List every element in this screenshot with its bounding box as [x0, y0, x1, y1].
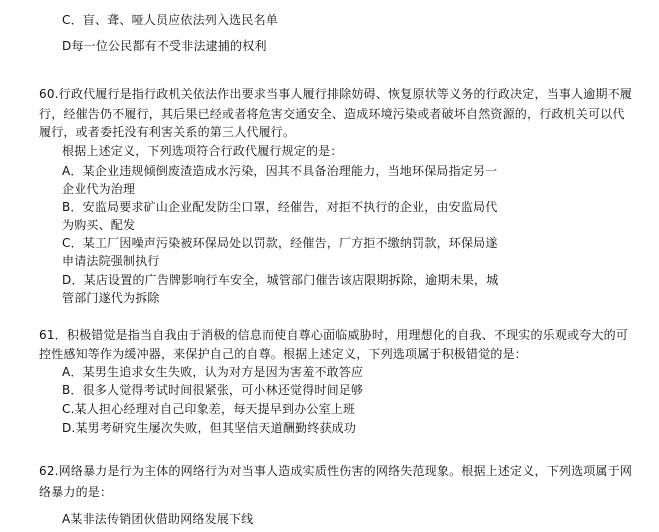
q60-option-b-line-2: 为购买、配发 [62, 218, 136, 232]
q60-option-c-line-1: C．某工厂因噪声污染被环保局处以罚款，经催告，厂方拒不缴纳罚款，环保局遂 [62, 236, 498, 250]
q60-option-a-line-1: A．某企业违规倾倒废渣造成水污染，因其不具备治理能力，当地环保局指定另一 [62, 164, 498, 178]
q60-option-c-line-2: 申请法院强制执行 [62, 254, 160, 268]
q61-option-c: C.某人担心经理对自己印象差，每天提早到办公室上班 [62, 402, 356, 416]
prev-option-d: D每一位公民都有不受非法逮捕的权利 [62, 39, 267, 53]
q60-stem-line-2: 行，经催告仍不履行，其后果已经或者将危害交通安全、造成环境污染或者破坏自然资源的，行政机关可以代 [39, 107, 625, 121]
q60-option-a-line-2: 企业代为治理 [62, 182, 136, 196]
q62-stem-line-1: 62.网络暴力是行为主体的网络行为对当事人造成实质性伤害的网络失范现象。根据上述定义，下列选项属于网 [39, 464, 633, 478]
q62-stem-line-2: 络暴力的是： [39, 485, 113, 499]
q60-option-d-line-1: D．某店设置的广告牌影响行车安全，城管部门催告该店限期拆除，逾期未果，城 [62, 273, 499, 287]
q61-stem-line-1: 61．积极错觉是指当自我由于消极的信息而使自尊心面临威胁时，用理想化的自我、不现实的乐观或夸大的可 [39, 328, 629, 342]
q62-option-a: A某非法传销团伙借助网络发展下线 [62, 512, 254, 526]
prev-option-c: C．盲、聋、哑人员应依法列入选民名单 [62, 13, 278, 27]
q61-option-a: A．某男生追求女生失败，认为对方是因为害羞不敢答应 [62, 365, 364, 379]
q60-stem-line-3: 履行，或者委托没有利害关系的第三人代履行。 [39, 125, 296, 139]
q61-option-d: D.某男考研究生屡次失败，但其坚信天道酬勤终获成功 [62, 421, 357, 435]
q60-stem-line-1: 60.行政代履行是指行政机关依法作出要求当事人履行排除妨碍、恢复原状等义务的行政决定，当事人逾期不履 [39, 87, 633, 101]
q60-option-d-line-2: 管部门遂代为拆除 [62, 291, 160, 305]
q60-option-b-line-1: B．安监局要求矿山企业配发防尘口罩，经催告，对拒不执行的企业，由安监局代 [62, 200, 498, 214]
q61-option-b: B．很多人觉得考试时间很紧张，可小林还觉得时间足够 [62, 383, 364, 397]
q60-prompt: 根据上述定义，下列选项符合行政代履行规定的是： [62, 144, 343, 158]
q61-stem-line-2: 控性感知等作为缓冲器，来保护自己的自尊。根据上述定义，下列选项属于积极错觉的是： [39, 347, 528, 361]
